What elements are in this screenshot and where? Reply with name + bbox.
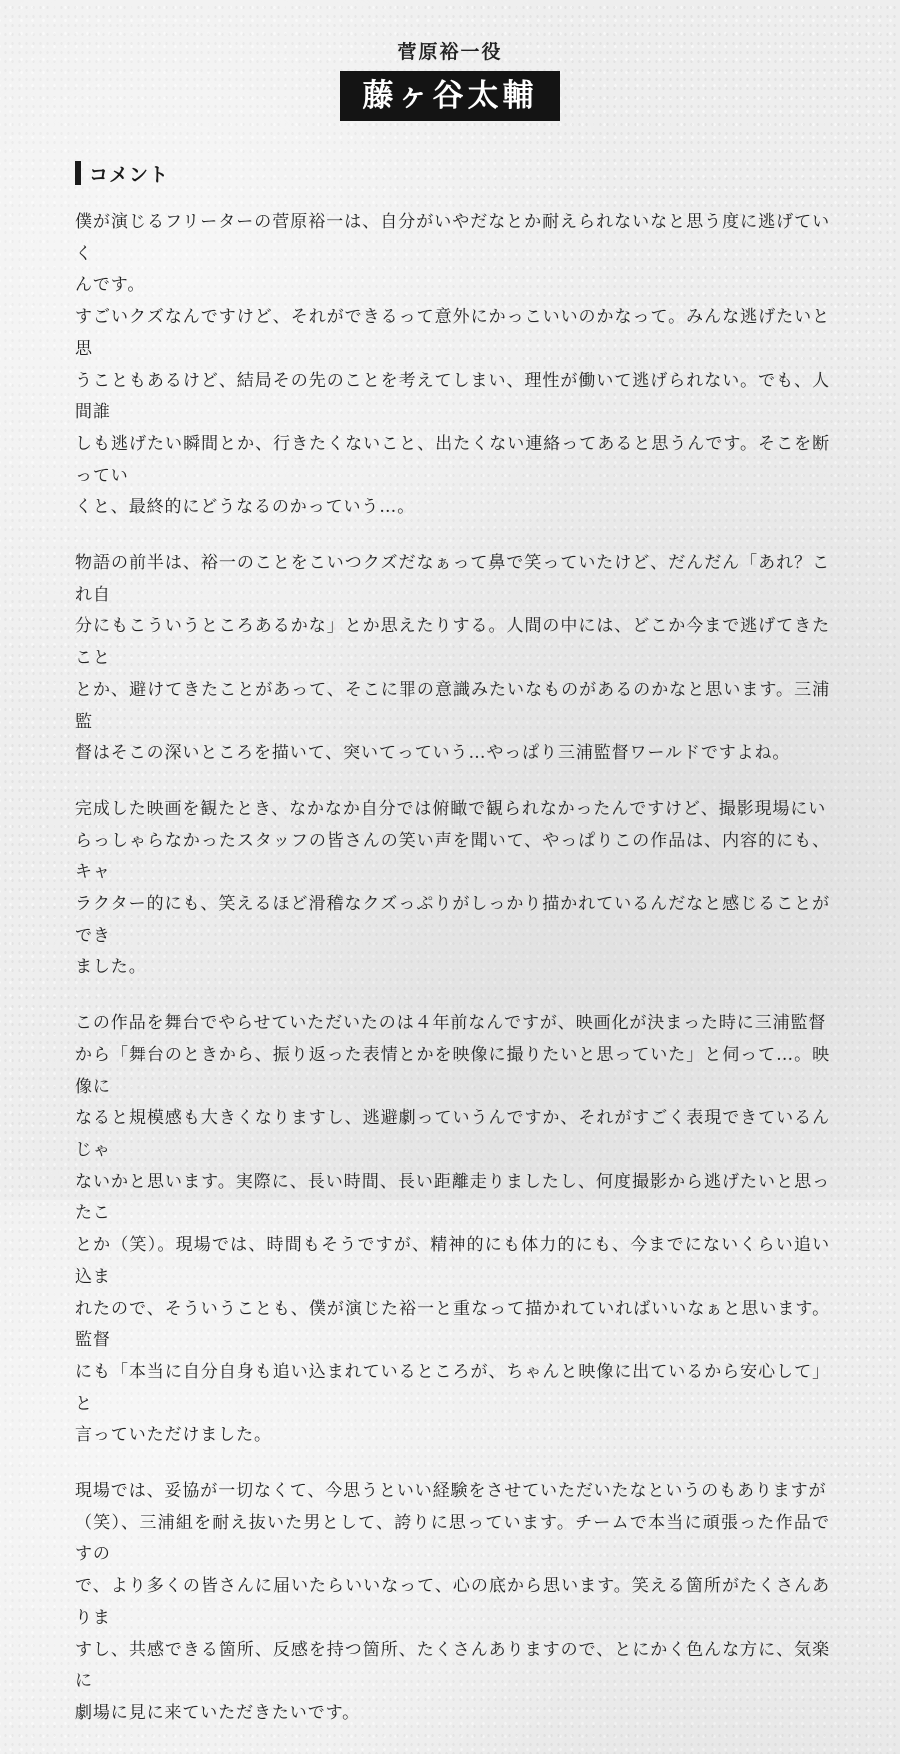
text-line: しも逃げたい瞬間とか、行きたくないこと、出たくない連絡ってあると思うんです。そこを断ってい — [75, 433, 830, 486]
text-line: 完成した映画を観たとき、なかなか自分では俯瞰で観られなかったんですけど、撮影現場にい — [75, 798, 827, 819]
header — [0, 38, 900, 121]
text-line: 督はそこの深いところを描いて、突いてっていう…やっぱり三浦監督ワールドですよね。 — [75, 743, 791, 764]
section-bar-icon — [75, 161, 81, 185]
text-line: 物語の前半は、裕一のことをこいつクズだなぁって鼻で笑っていたけど、だんだん「あれ？これ自 — [75, 553, 830, 605]
text-line: 劇場に見に来ていただきたいです。 — [75, 1702, 361, 1723]
text-line: から「舞台のときから、振り返った表情とかを映像に撮りたいと思っていた」と伺って…。映像に — [75, 1044, 830, 1097]
text-line: ないかと思います。実際に、長い時間、長い距離走りましたし、何度撮影から逃げたいと思ったこ — [75, 1171, 830, 1224]
text-line: にも「本当に自分自身も追い込まれているところが、ちゃんと映像に出ているから安心して」と — [75, 1361, 830, 1414]
text-line: 僕が演じるフリーターの菅原裕一は、自分がいやだなとか耐えられないなと思う度に逃げていく — [75, 212, 830, 264]
text-line: 現場では、妥協が一切なくて、今思うといい経験をさせていただいたなというのもありますが — [75, 1481, 827, 1502]
text-line: なると規模感も大きくなりますし、逃避劇っていうんですか、それがすごく表現できているんじゃ — [75, 1108, 830, 1160]
text-line: うこともあるけど、結局その先のことを考えてしまい、理性が働いて逃げられない。でも、人間誰 — [75, 370, 830, 423]
text-line: くと、最終的にどうなるのかっていう…。 — [75, 497, 416, 518]
comment-paragraph-4 — [75, 1008, 830, 1452]
text-line: で、より多くの皆さんに届いたらいいなって、心の底から思います。笑える箇所がたくさんありま — [75, 1576, 830, 1628]
text-line: ラクター的にも、笑えるほど滑稽なクズっぷりがしっかり描かれているんだなと感じることができ — [75, 894, 830, 946]
role-label: 菅原裕一役 — [397, 41, 503, 63]
text-line: 言っていただけました。 — [75, 1425, 272, 1446]
actor-name-banner: 藤ヶ谷太輔 — [340, 71, 560, 121]
text-line: すし、共感できる箇所、反感を持つ箇所、たくさんありますので、とにかく色んな方に、気楽に — [75, 1639, 830, 1692]
section-heading — [75, 160, 169, 186]
comment-paragraph-2 — [75, 548, 830, 770]
text-line: （笑）、三浦組を耐え抜いた男として、誇りに思っています。チームで本当に頑張った作品ですの — [75, 1512, 830, 1565]
text-line: とか、避けてきたことがあって、そこに罪の意識みたいなものがあるのかなと思います。三浦監 — [75, 679, 830, 732]
comment-paragraph-3 — [75, 794, 830, 984]
text-line: この作品を舞台でやらせていただいたのは４年前なんですが、映画化が決まった時に三浦監督 — [75, 1013, 827, 1034]
comment-body — [75, 207, 830, 1754]
text-line: らっしゃらなかったスタッフの皆さんの笑い声を聞いて、やっぱりこの作品は、内容的にも、キャ — [75, 830, 830, 883]
comment-paragraph-5 — [75, 1476, 830, 1730]
text-line: れたので、そういうことも、僕が演じた裕一と重なって描かれていればいいなぁと思います。監督 — [75, 1298, 830, 1351]
text-line: んです。 — [75, 275, 146, 296]
section-title: コメント — [89, 163, 170, 186]
text-line: 分にもこういうところあるかな」とか思えたりする。人間の中には、どこか今まで逃げてきたこと — [75, 616, 830, 669]
comment-paragraph-1 — [75, 207, 830, 524]
text-line: ました。 — [75, 957, 147, 978]
text-line: すごいクズなんですけど、それができるって意外にかっこいいのかなって。みんな逃げたいと思 — [75, 307, 830, 359]
text-line: とか（笑）。現場では、時間もそうですが、精神的にも体力的にも、今までにないくらい追い込ま — [75, 1235, 830, 1287]
